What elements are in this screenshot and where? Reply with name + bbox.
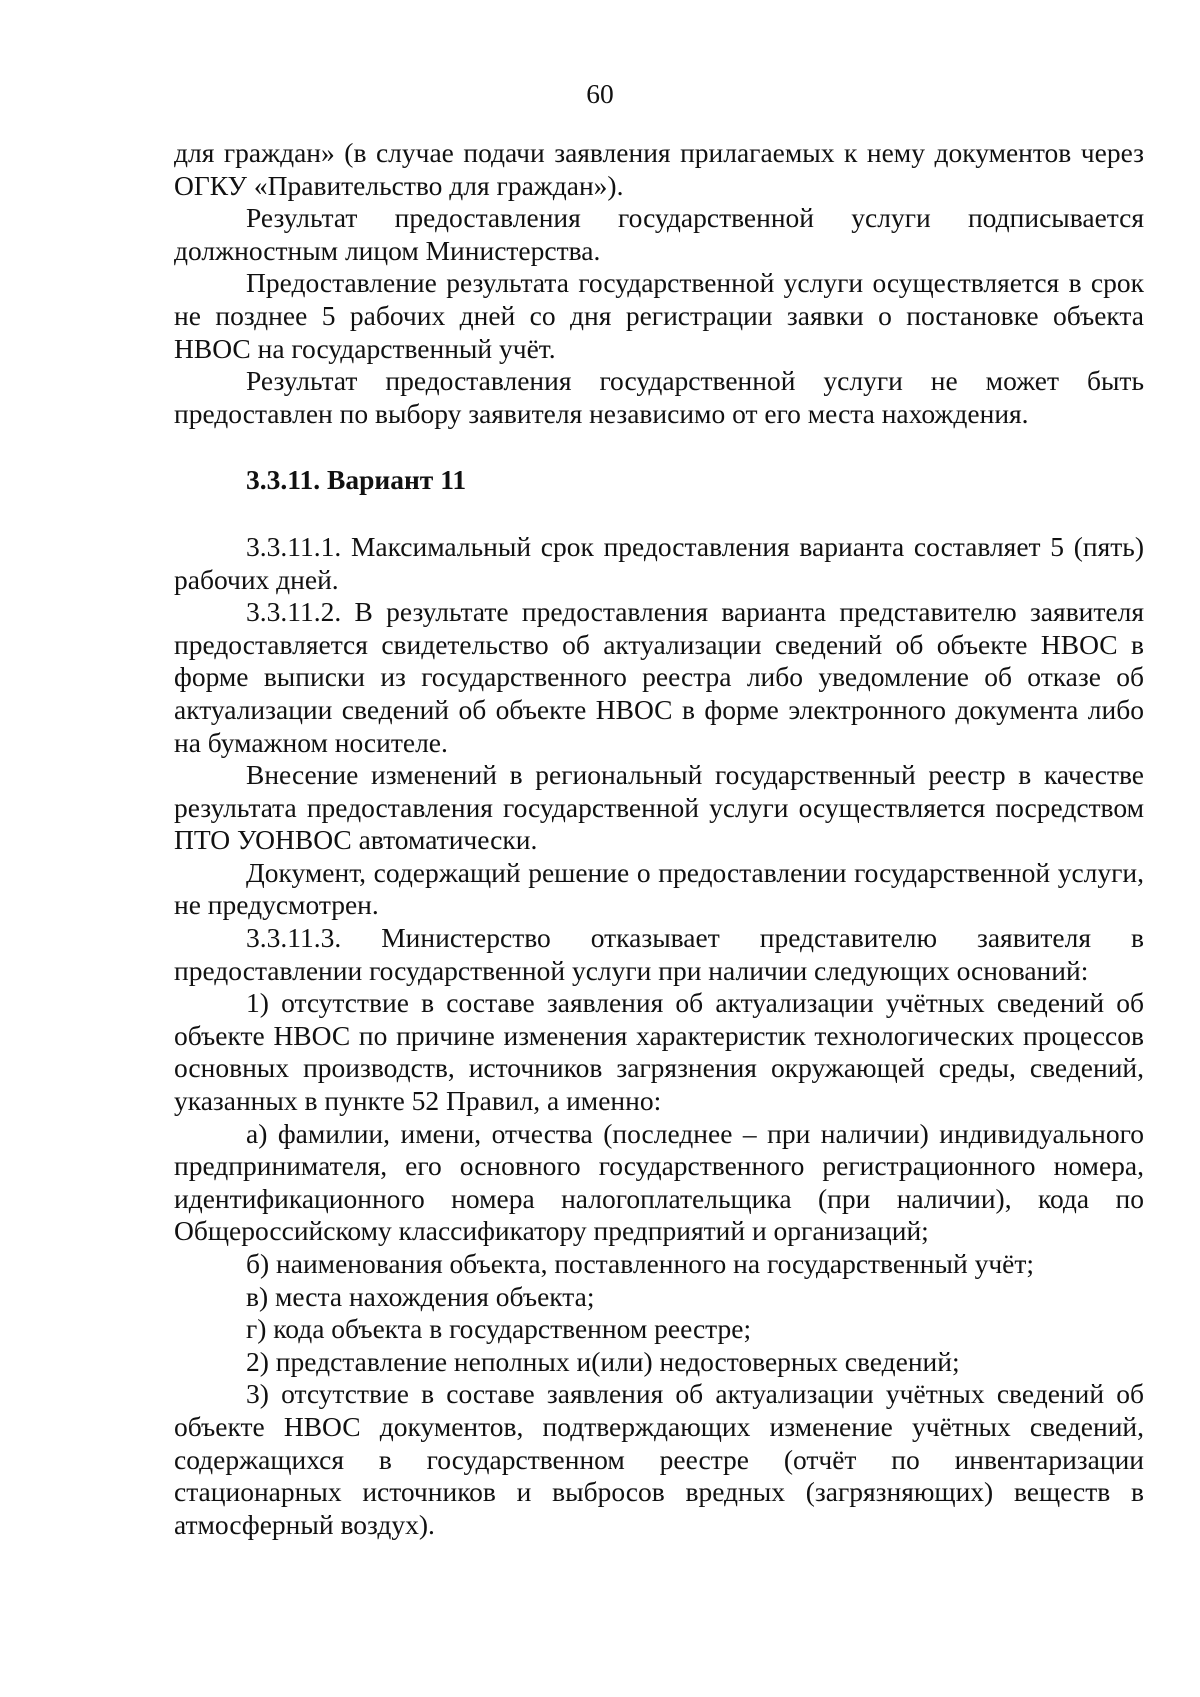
list-item-1a: а) фамилии, имени, отчества (последнее – при наличии) индивидуального предпринимателя, его основного государственного регистрационного номера, идентификационного номера налогоплательщика (при наличии), кода по Общероссийскому классификатору предприятий и организаций;: [174, 1117, 1144, 1247]
document-body: [174, 137, 1144, 1541]
paragraph-3-3-11-1: 3.3.11.1. Максимальный срок предоставления варианта составляет 5 (пять) рабочих дней.: [174, 530, 1144, 595]
paragraph-registry-changes: Внесение изменений в региональный государственный реестр в качестве результата предоставления государственной услуги осуществляется посредством ПТО УОНВОС автоматически.: [174, 759, 1144, 856]
list-item-1g: г) кода объекта в государственном реестре;: [246, 1313, 752, 1345]
page-number: 60: [586, 78, 614, 109]
list-item-1b: б) наименования объекта, поставленного на государственный учёт;: [246, 1248, 1035, 1279]
section-heading: 3.3.11. Вариант 11: [246, 464, 467, 496]
paragraph-result-location: Результат предоставления государственной услуги не может быть предоставлен по выбору заявителя независимо от его места нахождения.: [174, 365, 1144, 429]
list-item-3: 3) отсутствие в составе заявления об актуализации учётных сведений об объекте НВОС документов, подтверждающих изменение учётных сведений, содержащихся в государственном реестре (отчёт по инвентаризации стационарных источников и выбросов вредных (загрязняющих) веществ в атмосферный воздух).: [174, 1378, 1144, 1540]
list-item-1: 1) отсутствие в составе заявления об актуализации учётных сведений об объекте НВОС по причине изменения характеристик технологических процессов основных производств, источников загрязнения окружающей среды, сведений, указанных в пункте 52 Правил, а именно:: [174, 987, 1144, 1117]
list-item-1v: в) места нахождения объекта;: [246, 1280, 595, 1312]
paragraph-3-3-11-2: 3.3.11.2. В результате предоставления варианта представителю заявителя предоставляется свидетельство об актуализации сведений об объекте НВОС в форме выписки из государственного реестра либо уведомление об отказе об актуализации сведений об объекте НВОС в форме электронного документа либо на бумажном носителе.: [174, 596, 1144, 758]
paragraph-result-deadline: Предоставление результата государственной услуги осуществляется в срок не позднее 5 рабочих дней со дня регистрации заявки о постановке объекта НВОС на государственный учёт.: [174, 267, 1144, 364]
list-item-2: 2) представление неполных и(или) недостоверных сведений;: [246, 1345, 960, 1377]
paragraph-continuation: для граждан» (в случае подачи заявления прилагаемых к нему документов через ОГКУ «Правительство для граждан»).: [174, 137, 1144, 201]
paragraph-result-signed: Результат предоставления государственной услуги подписывается должностным лицом Министерства.: [174, 202, 1144, 266]
paragraph-3-3-11-3: 3.3.11.3. Министерство отказывает представителю заявителя в предоставлении государственной услуги при наличии следующих оснований:: [174, 922, 1144, 986]
paragraph-decision-document: Документ, содержащий решение о предоставлении государственной услуги, не предусмотрен.: [174, 856, 1144, 921]
